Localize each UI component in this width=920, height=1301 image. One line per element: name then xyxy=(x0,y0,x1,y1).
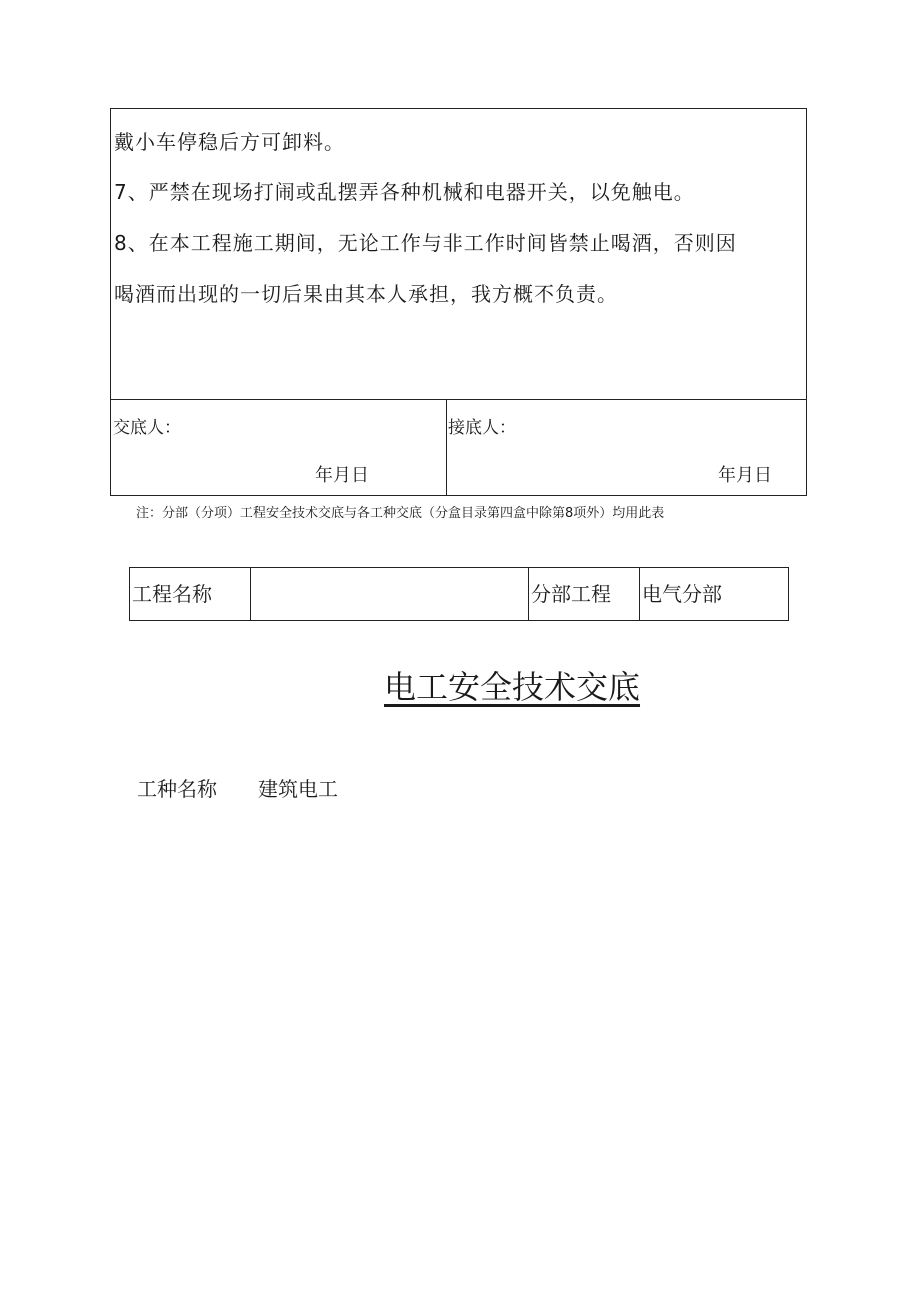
content-line: 喝酒而出现的一切后果由其本人承担，我方概不负责。 xyxy=(114,282,618,306)
receiver-label: 接底人： xyxy=(448,418,516,438)
page-title: 电工安全技术交底 xyxy=(384,668,641,706)
handover-signature-cell xyxy=(111,399,447,495)
division-value: 电气分部 xyxy=(642,582,722,606)
craft-label: 工种名称 xyxy=(137,777,217,801)
disclosure-content xyxy=(111,109,806,400)
content-line: 8、在本工程施工期间，无论工作与非工作时间皆禁止喝酒，否则因 xyxy=(114,231,737,255)
footnote: 注：分部（分项）工程安全技术交底与各工种交底（分盒目录第四盒中除第8项外）均用此表 xyxy=(136,506,665,521)
disclosure-box xyxy=(110,108,807,496)
craft-value: 建筑电工 xyxy=(258,777,338,801)
content-line: 戴小车停稳后方可卸料。 xyxy=(114,130,345,154)
handover-date: 年月日 xyxy=(315,465,369,486)
receiver-date: 年月日 xyxy=(718,465,772,486)
handover-label: 交底人： xyxy=(113,418,181,438)
project-name-field[interactable] xyxy=(251,568,529,620)
project-name-label: 工程名称 xyxy=(130,568,251,620)
project-info-table xyxy=(129,567,789,621)
division-label: 分部工程 xyxy=(529,568,640,620)
receiver-signature-cell xyxy=(446,399,806,495)
content-line: 7、严禁在现场打闹或乱摆弄各种机械和电器开关，以免触电。 xyxy=(114,180,695,204)
